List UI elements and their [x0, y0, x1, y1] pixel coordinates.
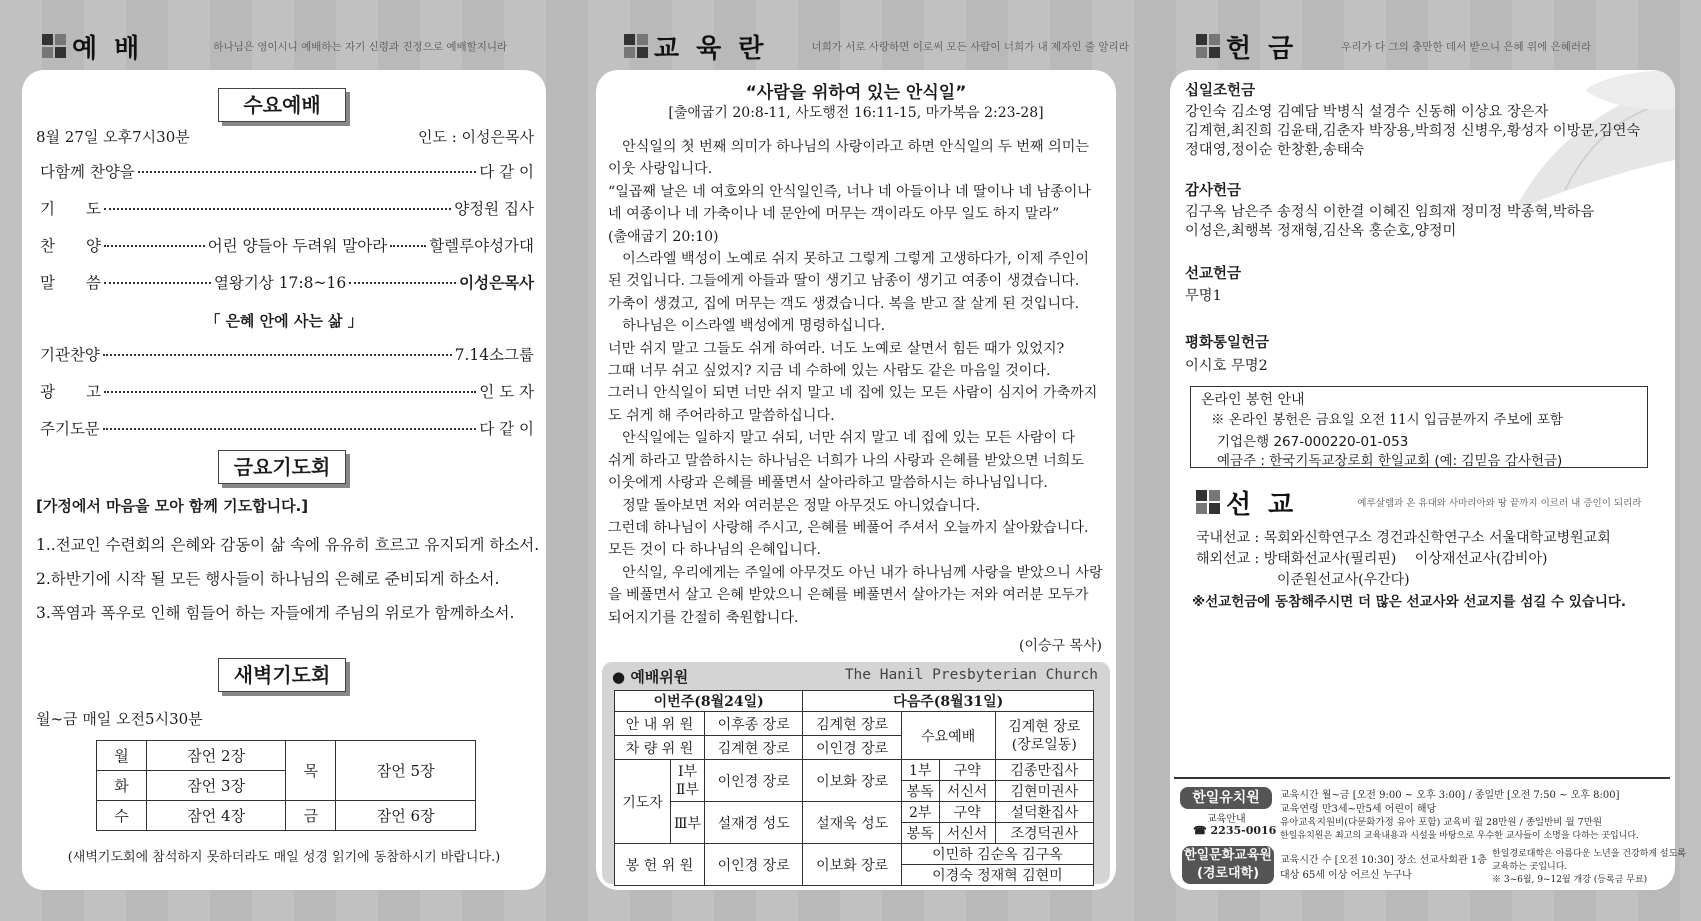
peace-offering-title: 평화통일헌금	[1185, 335, 1270, 351]
domestic-missions: 국내선교 : 목회와신학연구소 경건과신학연구소 서울대학교병원교회	[1196, 530, 1611, 546]
online-title: 온라인 봉헌 안내	[1201, 392, 1305, 408]
prayer-3-this: 설재경 성도	[705, 802, 803, 844]
offering-this: 이인경 장로	[705, 844, 803, 886]
service-2: 2부	[901, 802, 939, 823]
usher-label: 안 내 위 원	[615, 712, 705, 736]
order-value: 7.14소그룹	[454, 346, 534, 364]
usher-next: 김계현 장로	[803, 712, 901, 736]
committee-title: ● 예배위원	[612, 668, 689, 686]
kindergarten-badge: 한일유치원	[1180, 787, 1272, 809]
online-note: ※ 온라인 봉헌은 금요일 오전 11시 입금분까지 주보에 포함	[1211, 412, 1563, 428]
tithe-names	[1185, 103, 1640, 160]
day-cell: 화	[97, 771, 147, 801]
order-row	[40, 160, 534, 182]
name-line: 김계현,최진희 김윤태,김춘자 박장용,박희정 신병우,황성자 이방문,김연숙	[1185, 123, 1641, 139]
offering-committee-label: 봉 헌 위 원	[615, 844, 705, 886]
peace-offering-names: 이시호 무명2	[1185, 358, 1268, 374]
dawn-prayer-title: 새벽기도회	[218, 658, 346, 692]
body-line: 되어지기를 간절히 축원합니다.	[608, 609, 799, 626]
name-line: 강인숙 김소영 김예담 박병식 설경수 신동해 이상요 장은자	[1185, 104, 1549, 120]
order-label: 주기도문	[40, 420, 100, 438]
committee-table	[614, 690, 1094, 886]
order-label: 기 도	[40, 200, 101, 218]
kindergarten-info: 교육연령 만3세~만5세 어린이 해당	[1280, 804, 1437, 815]
order-label: 기관찬양	[40, 346, 100, 364]
square-bullet-icon	[1196, 34, 1220, 58]
prayer-item: 3.폭염과 폭우로 인해 힘들어 하는 자들에게 주님의 위로가 함께하소서.	[36, 604, 515, 622]
order-row	[40, 417, 534, 439]
part-label: Ⅱ부	[675, 781, 700, 798]
dawn-prayer-note: (새벽기도회에 참석하지 못하더라도 매일 성경 읽기에 동참하시기 바랍니다.)	[67, 850, 501, 865]
name-line: 김구옥 남은주 송정식 이한결 이혜진 임희재 정미정 박종혁,박하음	[1185, 204, 1595, 220]
worship-header-verse: 하나님은 영이시니 예배하는 자기 신령과 진정으로 예배할지니라	[213, 40, 508, 53]
parking-label: 차 량 위 원	[615, 736, 705, 760]
senior-badge-line: (경로대학)	[1196, 866, 1260, 881]
body-line: “일곱째 날은 네 여호와의 안식일인즉, 너나 네 아들이나 네 딸이나 네 남종이나	[608, 183, 1092, 200]
mission-offering-title: 선교헌금	[1185, 266, 1242, 282]
missions-header-title: 선 교	[1226, 489, 1298, 520]
church-name: The Hanil Presbyterian Church	[844, 667, 1098, 683]
body-line: 그때 너무 쉬고 싶었지? 지금 네 수하에 있는 사람도 같은 마음일 것이다.	[608, 363, 1051, 380]
order-label: 다함께 찬양을	[40, 163, 135, 181]
senior-college-badge	[1182, 846, 1274, 884]
body-line: 된 것입니다. 그들에게 아들과 딸이 생기고 남종이 생기고 여종이 생겼습니다.	[608, 273, 1080, 290]
epistle-label: 서신서	[939, 781, 995, 802]
reading-label: 봉독	[901, 823, 939, 844]
kindergarten-sub: 교육안내	[1207, 814, 1246, 825]
next-week-header: 다음주(8월31일)	[803, 691, 1094, 712]
education-body	[608, 136, 1103, 629]
parking-next: 이인경 장로	[803, 736, 901, 760]
overseas-missions: 해외선교 : 방태화선교사(필리핀) 이상재선교사(감비아)	[1196, 551, 1548, 567]
dawn-reading-table	[96, 740, 476, 831]
day-cell: 목	[286, 741, 336, 801]
square-bullet-icon	[1196, 490, 1220, 514]
wed-service-title: 수요예배	[218, 88, 346, 122]
prayer-3-next: 설재욱 성도	[803, 802, 901, 844]
prayer-item: 1..전교인 수련회의 은혜와 감동이 삶 속에 유유히 흐르고 유지되게 하소서.	[36, 536, 540, 554]
order-label: 말 씀	[40, 274, 101, 292]
body-line: 그런데 하나님이 사랑해 주시고, 은혜를 베풀어 주셔서 오늘까지 살아왔습니다.	[608, 519, 1089, 536]
offering-panel	[1170, 70, 1675, 890]
offering-names: 이경숙 정재혁 김현미	[901, 865, 1093, 886]
missions-header	[1196, 484, 1641, 520]
fri-prayer-subtitle: [가정에서 마음을 모아 함께 기도합니다.]	[36, 497, 309, 515]
body-line: 도 쉬게 해 주어라하고 말씀하십니다.	[608, 407, 835, 424]
committee-title-text: 예배위원	[630, 668, 689, 686]
account-holder: 예금주 : 한국기독교장로회 한일교회 (예: 김믿음 감사헌금)	[1217, 453, 1563, 469]
education-title: “사람을 위하여 있는 안식일”	[745, 83, 967, 103]
reading-label: 봉독	[901, 781, 939, 802]
order-value: 이성은목사	[459, 273, 535, 292]
order-label: 찬 양	[40, 237, 101, 255]
education-author: (이승구 목사)	[1019, 638, 1102, 654]
online-offering-box	[1190, 386, 1648, 468]
body-line: (출애굽기 20:10)	[608, 228, 719, 245]
offering-header-verse: 우리가 다 그의 충만한 데서 받으니 은혜 위에 은혜러라	[1341, 40, 1592, 53]
order-mid: 어린 양들아 두려워 말아라	[207, 237, 388, 255]
tithe-title: 십일조헌금	[1185, 83, 1256, 99]
old-testament-label: 구약	[939, 802, 995, 823]
prayer-1-2-this: 이인경 장로	[705, 760, 803, 802]
reading-cell: 잠언 6장	[336, 801, 476, 831]
committee-box	[602, 662, 1110, 884]
education-header-title: 교 육 란	[654, 33, 768, 64]
fri-prayer-title: 금요기도회	[218, 450, 346, 484]
day-cell: 수	[97, 801, 147, 831]
footer-divider	[1174, 777, 1670, 779]
kindergarten-phone: ☎ 2235-0016	[1193, 824, 1277, 837]
old-testament-label: 구약	[939, 760, 995, 781]
kindergarten-info: 교육시간 월~금 [오전 9:00 ~ 오후 3:00] / 종일반 [오전 7:50 ~ 오후 8:00]	[1280, 790, 1620, 801]
name-line: 정대영,정이순 한창환,송태숙	[1185, 142, 1365, 158]
wed-service-date: 8월 27일 오후7시30분	[36, 128, 190, 146]
body-line: 모든 것이 다 하나님의 은혜입니다.	[608, 542, 822, 559]
missions-note: ※선교헌금에 동참해주시면 더 많은 선교사와 선교지를 섬길 수 있습니다.	[1192, 594, 1627, 610]
body-line: 안식일의 첫 번째 의미가 하나님의 사랑이라고 하면 안식일의 두 번째 의미는	[608, 139, 1089, 155]
s2-old-testament: 설덕환집사	[995, 802, 1093, 823]
order-value: 할렐루야성가대	[429, 237, 534, 255]
prayer-part-3: Ⅲ부	[671, 802, 705, 844]
prayer-item: 2.하반기에 시작 될 모든 행사들이 하나님의 은혜로 준비되게 하소서.	[36, 570, 500, 588]
senior-college-note: ※ 3~6월, 9~12월 개강 (등록금 무료)	[1492, 875, 1648, 885]
order-row	[40, 234, 534, 256]
usher-this: 이후종 장로	[705, 712, 803, 736]
body-line: 쉬게 하라고 말씀하시는 하나님은 너희가 나의 사랑과 은혜를 받았으면 너희도	[608, 452, 1084, 469]
order-value: 인 도 자	[479, 383, 534, 401]
reading-cell: 잠언 3장	[146, 771, 286, 801]
s1-old-testament: 김종만집사	[995, 760, 1093, 781]
order-row	[40, 380, 534, 402]
name-line: 이성은,최행복 정재형,김산옥 홍순호,양정미	[1185, 223, 1457, 239]
wed-service-value	[995, 712, 1093, 760]
education-panel	[596, 70, 1116, 890]
worship-header	[42, 28, 507, 64]
offering-header	[1196, 28, 1591, 64]
prayer-part-1-2	[671, 760, 705, 802]
this-week-header: 이번주(8월24일)	[615, 691, 803, 712]
body-line: 을 베풀면서 살고 은혜 받았으니 은혜를 베풀면서 살아가는 저와 여러분 모두가	[608, 587, 1089, 604]
order-row	[40, 343, 534, 365]
senior-college-note: 교육하는 곳입니다.	[1492, 862, 1568, 872]
wed-service-label: 수요예배	[901, 712, 995, 760]
thanks-names	[1185, 203, 1594, 241]
parking-this: 김계현 장로	[705, 736, 803, 760]
service-1: 1부	[901, 760, 939, 781]
order-row	[40, 271, 534, 293]
senior-badge-line: 한일문화교육원	[1184, 848, 1272, 863]
body-line: 이웃 사랑입니다.	[608, 161, 713, 178]
body-line: 이웃에게 사랑과 은혜를 베풀면서 살아라하고 말씀하시는 하나님입니다.	[608, 475, 1048, 492]
missions-header-verse: 예루살렘과 온 유대와 사마리아와 땅 끝까지 이르러 내 증인이 되리라	[1357, 498, 1642, 509]
body-line: 너만 쉬지 말고 그들도 쉬게 하여라. 너도 노예로 살면서 힘든 때가 있었지?	[608, 340, 1065, 357]
body-line: 그러니 안식일이 되면 너만 쉬지 말고 네 집에 있는 모든 사람이 심지어 가축까지	[608, 385, 1098, 402]
overseas-missions-2: 이준원선교사(우간다)	[1277, 572, 1410, 588]
reading-cell: 잠언 5장	[336, 741, 476, 801]
square-bullet-icon	[42, 34, 66, 58]
square-bullet-icon	[624, 34, 648, 58]
order-mid: 열왕기상 17:8~16	[213, 274, 347, 292]
order-row	[40, 197, 534, 219]
day-cell: 월	[97, 741, 147, 771]
offering-header-title: 헌 금	[1226, 33, 1298, 64]
education-header	[624, 28, 1129, 64]
offering-next: 이보화 장로	[803, 844, 901, 886]
senior-college-info: 대상 65세 이상 어르신 누구나	[1280, 870, 1412, 881]
prayer-label: 기도자	[615, 760, 671, 844]
sermon-title: 「 은혜 안에 사는 삶 」	[205, 312, 363, 330]
s1-epistle: 김현미권사	[995, 781, 1093, 802]
mission-offering-names: 무명1	[1185, 288, 1222, 304]
order-value: 다 같 이	[479, 420, 534, 438]
wed-value-line: (장로일동)	[1011, 736, 1077, 753]
senior-college-info: 교육시간 수 [오전 10:30] 장소 선교사회관 1층	[1280, 855, 1487, 866]
body-line: 안식일에는 일하지 말고 쉬되, 너만 쉬지 말고 네 집에 있는 모든 사람이 다	[608, 430, 1076, 447]
day-cell: 금	[286, 801, 336, 831]
prayer-1-2-next: 이보화 장로	[803, 760, 901, 802]
worship-header-title: 예 배	[72, 33, 144, 64]
epistle-label: 서신서	[939, 823, 995, 844]
kindergarten-info: 한일유치원은 최고의 교육내용과 시설을 바탕으로 우수한 교사들이 소명을 다하는 곳입니다.	[1280, 831, 1639, 841]
education-header-verse: 너희가 서로 사랑하면 이로써 모든 사람이 너희가 내 제자인 줄 알리라	[811, 40, 1129, 53]
kindergarten-info: 유아교육지원비(다문화가정 유아 포함) 교육비 월 28만원 / 종일반비 월 7만원	[1280, 817, 1603, 828]
reading-cell: 잠언 2장	[146, 741, 286, 771]
body-line: 이스라엘 백성이 노예로 쉬지 못하고 그렇게 그렇게 고생하다가, 이제 주인이	[608, 251, 1089, 268]
order-value: 양정원 집사	[454, 200, 534, 218]
dawn-prayer-time: 월~금 매일 오전5시30분	[36, 710, 203, 728]
worship-panel	[22, 70, 546, 890]
education-refs: [출애굽기 20:8-11, 사도행전 16:11-15, 마가복음 2:23-28]	[668, 105, 1044, 121]
reading-cell: 잠언 4장	[146, 801, 286, 831]
body-line: 가축이 생겼고, 집에 머무는 객도 생겼습니다. 복을 받고 잘 살게 된 것입니다.	[608, 295, 1080, 312]
s2-epistle: 조경덕권사	[995, 823, 1093, 844]
wed-service-leader: 인도 : 이성은목사	[417, 128, 534, 146]
part-label: Ⅰ부	[677, 763, 698, 780]
bank-account: 기업은행 267-000220-01-053	[1217, 434, 1409, 450]
body-line: 네 여종이나 네 가축이나 네 문안에 머무는 객이라도 아무 일도 하지 말라”	[608, 206, 1060, 223]
order-label: 광 고	[40, 383, 101, 401]
body-line: 정말 돌아보면 저와 여러분은 정말 아무것도 아니었습니다.	[608, 497, 981, 514]
senior-college-note: 한일경로대학은 아름다운 노년을 건강하게 설도록	[1492, 849, 1687, 859]
thanks-title: 감사헌금	[1185, 183, 1242, 199]
wed-value-line: 김계현 장로	[1008, 718, 1081, 735]
order-value: 다 같 이	[479, 163, 534, 181]
body-line: 안식일, 우리에게는 주일에 아무것도 아닌 내가 하나님께 사랑을 받았으니 사랑	[608, 564, 1103, 581]
offering-names: 이민하 김순옥 김구옥	[901, 844, 1093, 865]
body-line: 하나님은 이스라엘 백성에게 명령하십니다.	[608, 318, 886, 335]
